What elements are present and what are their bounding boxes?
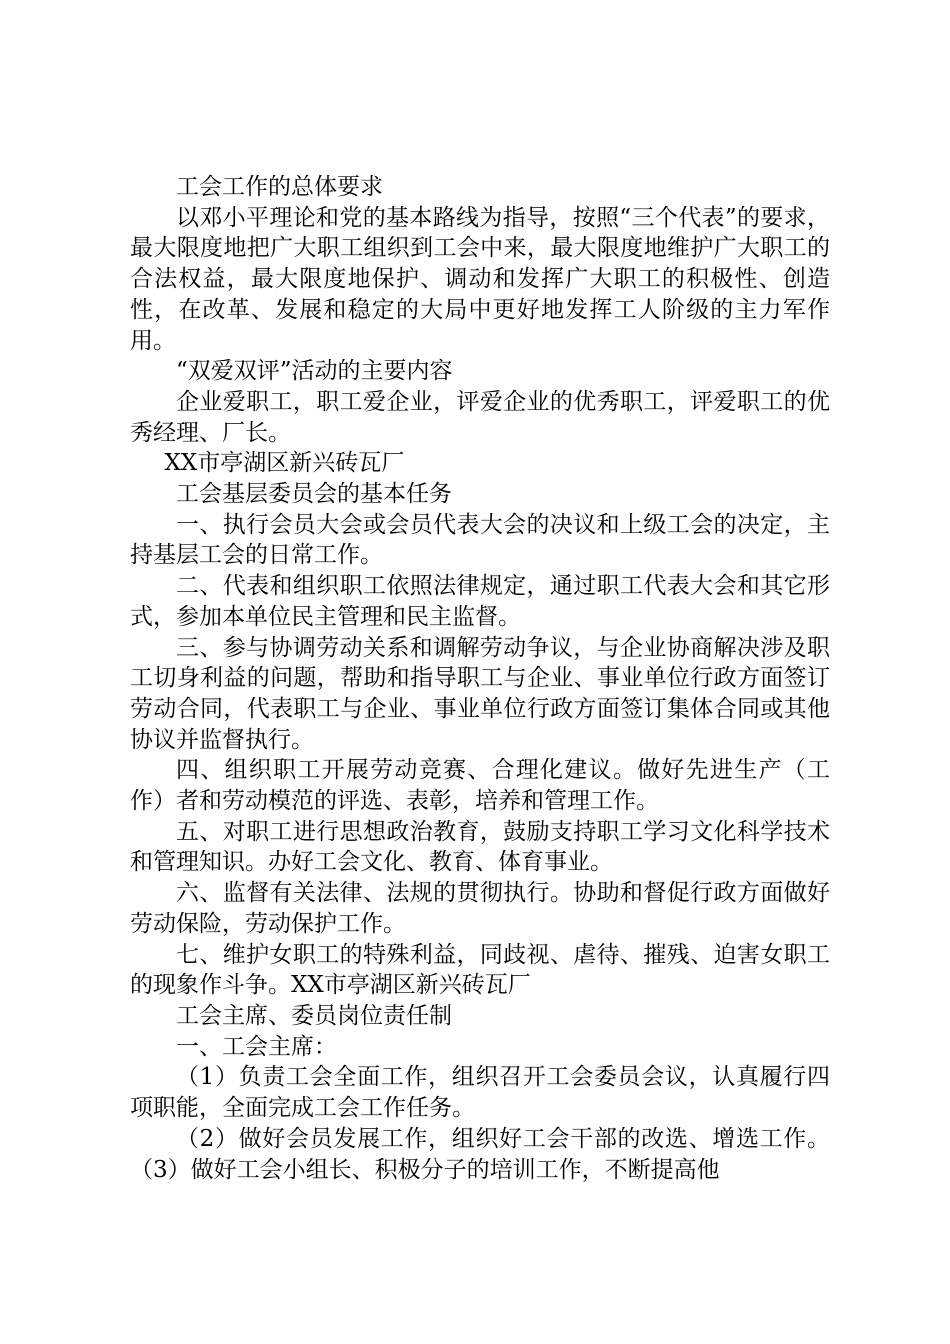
section-heading: 工会基层委员会的基本任务 xyxy=(176,481,452,508)
paragraph: 六、监督有关法律、法规的贯彻执行。协助和督促行政方面做好劳动保险，劳动保护工作。 xyxy=(130,880,830,937)
paragraph: 七、维护女职工的特殊利益，同歧视、虐待、摧残、迫害女职工的现象作斗争。XX市亭湖区新兴砖瓦厂 xyxy=(130,941,830,999)
paragraph: 五、对职工进行思想政治教育，鼓励支持职工学习文化科学技术和管理知识。办好工会文化、教育、体育事业。 xyxy=(130,818,830,876)
paragraph: 三、参与协调劳动关系和调解劳动争议，与企业协商解决涉及职工切身利益的问题，帮助和指导职工与企业、事业单位行政方面签订劳动合同，代表职工与企业、事业单位行政方面签订集体合同或其他协议并监督执行。 xyxy=(130,634,830,753)
paragraph: 企业爱职工，职工爱企业，评爱企业的优秀职工，评爱职工的优秀经理、厂长。 xyxy=(130,388,830,446)
paragraph: （2）做好会员发展工作，组织好工会干部的改选、增选工作。（3）做好工会小组长、积极分子的培训工作，不断提高他 xyxy=(130,1125,830,1183)
section-heading: “双爱双评”活动的主要内容 xyxy=(176,358,453,385)
organization-name: XX市亭湖区新兴砖瓦厂 xyxy=(164,450,405,477)
paragraph: 以邓小平理论和党的基本路线为指导，按照“三个代表”的要求，最大限度地把广大职工组织到工会中来，最大限度地维护广大职工的合法权益，最大限度地保护、调动和发挥广大职工的积极性、创造性，在改革、发展和稳定的大局中更好地发挥工人阶级的主力军作用。 xyxy=(130,204,830,354)
section-heading: 工会工作的总体要求 xyxy=(176,174,383,200)
paragraph: 四、组织职工开展劳动竞赛、合理化建议。做好先进生产（工作）者和劳动模范的评选、表彰，培养和管理工作。 xyxy=(130,757,830,815)
paragraph: 二、代表和组织职工依照法律规定，通过职工代表大会和其它形式，参加本单位民主管理和民主监督。 xyxy=(130,573,830,630)
section-heading: 工会主席、委员岗位责任制 xyxy=(176,1002,452,1029)
paragraph: （1）负责工会全面工作，组织召开工会委员会议，认真履行四项职能，全面完成工会工作任务。 xyxy=(130,1064,830,1122)
paragraph: 一、工会主席： xyxy=(176,1033,337,1060)
document-body xyxy=(130,172,830,1185)
paragraph: 一、执行会员大会或会员代表大会的决议和上级工会的决定，主持基层工会的日常工作。 xyxy=(130,511,830,569)
